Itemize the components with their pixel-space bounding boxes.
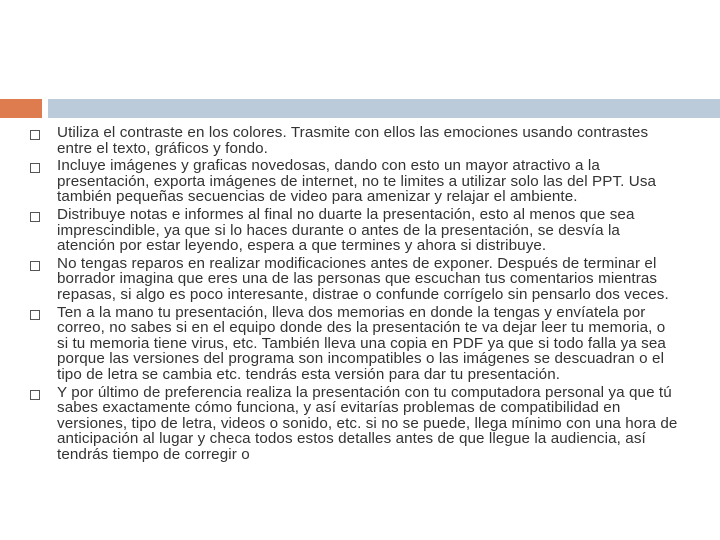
bullet-item <box>30 385 680 463</box>
hollow-square-bullet-icon <box>30 130 40 140</box>
hollow-square-bullet-icon <box>30 212 40 222</box>
bullet-text: Distribuye notas e informes al final no duarte la presentación, esto al menos que sea imprescindible, ya que si lo haces durante o antes de la presentación, se desvía la atención por estar leyendo, espera a que termines y ahora si distribuye. <box>57 205 635 255</box>
bullet-text: Incluye imágenes y graficas novedosas, dando con esto un mayor atractivo a la presentación, exporta imágenes de internet, no te limites a utilizar solo las del PPT. Usa también pequeñas secuencias de video para amenizar y relajar el ambiente. <box>57 157 657 206</box>
title-accent-bar-right <box>48 99 720 118</box>
bullet-text: Y por último de preferencia realiza la presentación con tu computadora personal ya que tú sabes exactamente cómo funciona, y así evitarías problemas de compatibilidad en versiones, tipo de letra, videos o sonido, etc. si no se puede, llega mínimo con una hora de anticipación al lugar y checa todos estos detalles antes de que llegue la audiencia, así tendrás tiempo de corregir o <box>57 383 678 463</box>
bullet-item <box>30 305 680 383</box>
hollow-square-bullet-icon <box>30 310 40 320</box>
bullet-item <box>30 158 680 205</box>
bullet-item <box>30 125 680 156</box>
hollow-square-bullet-icon <box>30 390 40 400</box>
bullet-text: Utiliza el contraste en los colores. Trasmite con ellos las emociones usando contrastes entre el texto, gráficos y fondo. <box>57 124 649 157</box>
title-accent-bar-left <box>0 99 42 118</box>
bullet-text: No tengas reparos en realizar modificaciones antes de exponer. Después de terminar el borrador imagina que eres una de las personas que escuchan tus comentarios mientras repasas, si algo es poco interesante, distrae o confunde corrígelo sin pensarlo dos veces. <box>57 254 669 303</box>
hollow-square-bullet-icon <box>30 261 40 271</box>
bullet-list <box>30 125 680 464</box>
bullet-text: Ten a la mano tu presentación, lleva dos memorias en donde la tengas y envíatela por correo, no sabes si en el equipo donde des la presentación te va dejar leer tu memoria, o si tu memoria tiene virus, etc. También lleva una copia en PDF ya que si todo falla ya sea porque las versiones del programa son incompatibles o las imágenes se descuadran o el tipo de letra se cambia etc. tendrás esta versión para dar tu presentación. <box>57 303 666 383</box>
bullet-item <box>30 207 680 254</box>
bullet-item <box>30 256 680 303</box>
hollow-square-bullet-icon <box>30 163 40 173</box>
